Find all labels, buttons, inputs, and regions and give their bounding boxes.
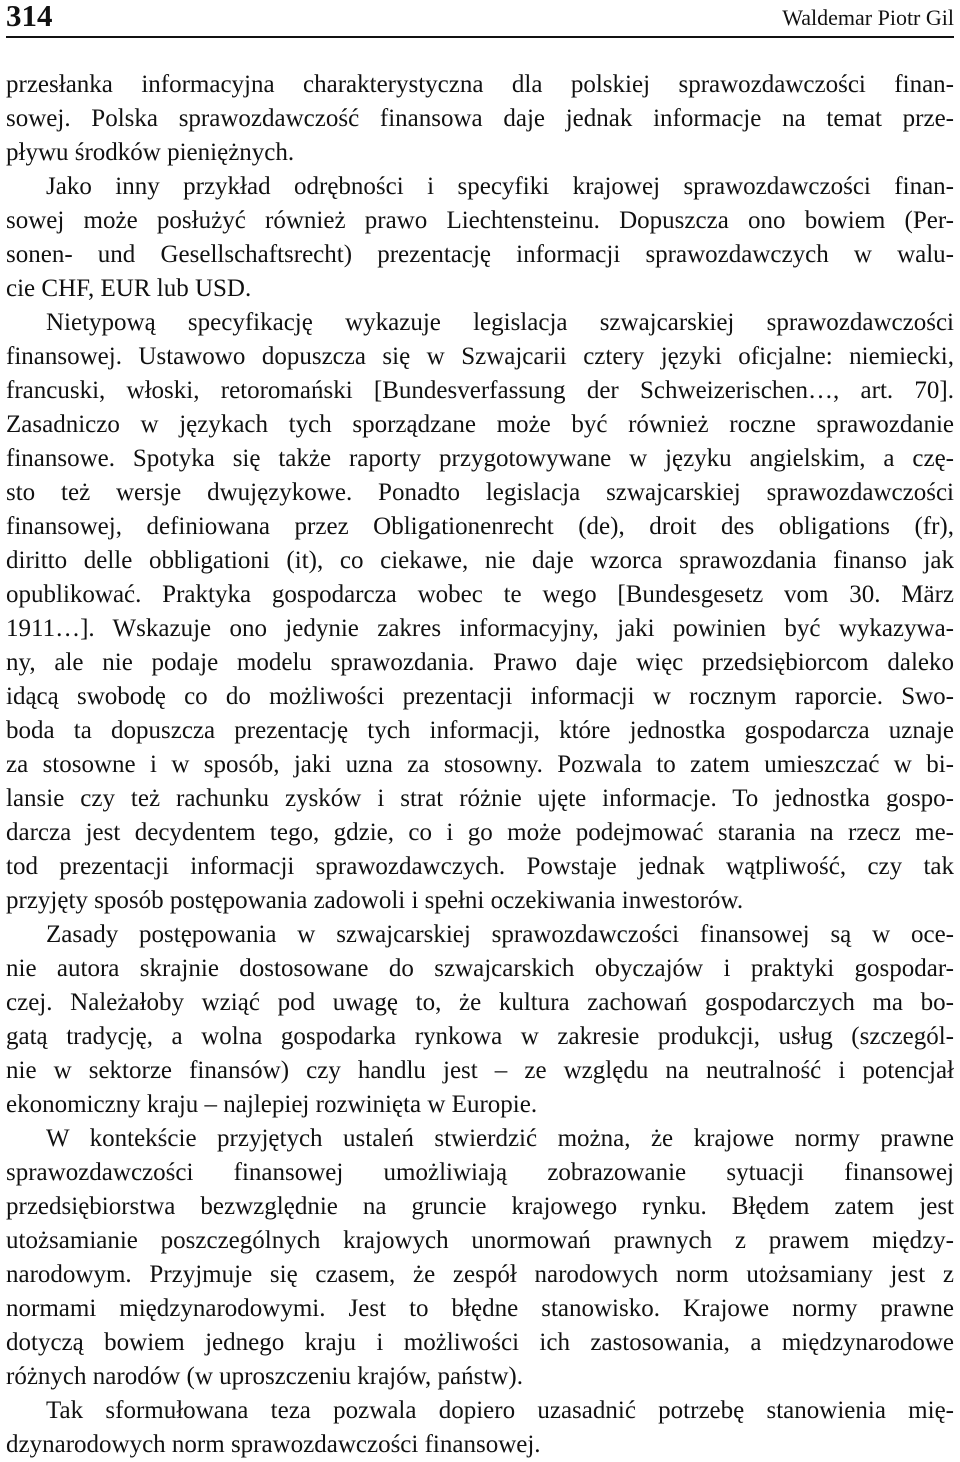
text-line: za stosowne i w sposób, jaki uzna za stosowny. Pozwala to zatem umieszczać w bi- [6,751,954,778]
text-line: normami międzynarodowymi. Jest to błędne stanowisko. Krajowe normy prawne [6,1295,954,1322]
text-line: cie CHF, EUR lub USD. [6,275,252,302]
text-line: Zasadniczo w językach tych sporządzane może być również roczne sprawozdanie [6,411,954,438]
text-line: darcza jest decydentem tego, gdzie, co i go może podejmować starania na rzecz me- [6,819,954,846]
text-line: boda ta dopuszcza prezentację tych informacji, które jednostka gospodarcza uznaje [6,717,954,744]
text-line: ny, ale nie podaje modelu sprawozdania. Prawo daje więc przedsiębiorcom daleko [6,649,954,676]
paragraph [6,918,954,1122]
page-header [6,0,954,38]
text-line: nie w sektorze finansów) czy handlu jest – ze względu na neutralność i potencjał [6,1057,954,1084]
text-line: sprawozdawczości finansowej umożliwiają zobrazowanie sytuacji finansowej [6,1159,954,1186]
paragraph [6,306,954,918]
text-line: dotyczą bowiem jednego kraju i możliwości ich zastosowania, a międzynarodowe [6,1329,954,1356]
paragraph [6,170,954,306]
text-line: opublikować. Praktyka gospodarcza wobec te wego [Bundesgesetz vom 30. März [6,581,954,608]
text-line: gatą tradycję, a wolna gospodarka rynkowa w zakresie produkcji, usług (szczegól- [6,1023,954,1050]
text-line: ekonomiczny kraju – najlepiej rozwinięta w Europie. [6,1091,538,1118]
text-line: różnych narodów (w uproszczeniu krajów, państw). [6,1363,523,1390]
text-line: utożsamianie poszczególnych krajowych unormowań prawnych z prawem między- [6,1227,954,1254]
text-line: sowej może posłużyć również prawo Liechtensteinu. Dopuszcza ono bowiem (Per- [6,207,954,234]
running-head-author: Waldemar Piotr Gil [782,5,954,30]
text-line: lansie czy też rachunku zysków i strat różnie ujęte informacje. To jednostka gospo- [6,785,954,812]
text-line: przedsiębiorstwa bezwzględnie na gruncie krajowego rynku. Błędem zatem jest [6,1193,954,1220]
text-line: 1911…]. Wskazuje ono jedynie zakres informacyjny, jaki powinien być wykazywa- [6,615,954,642]
text-line: finansowej, definiowana przez Obligationenrecht (de), droit des obligations (fr), [6,513,954,540]
text-line: Jako inny przykład odrębności i specyfiki krajowej sprawozdawczości finan- [46,173,954,200]
text-line: Nietypową specyfikację wykazuje legislacja szwajcarskiej sprawozdawczości [46,309,954,336]
body-text [6,68,954,1462]
text-line: finansowej. Ustawowo dopuszcza się w Szwajcarii cztery języki oficjalne: niemiecki, [6,343,954,370]
text-line: czej. Należałoby wziąć pod uwagę to, że kultura zachowań gospodarczych ma bo- [6,989,954,1016]
text-line: nie autora skrajnie dostosowane do szwajcarskich obyczajów i praktyki gospodar- [6,955,954,982]
text-line: pływu środków pieniężnych. [6,139,295,166]
text-line: sto też wersje dwujęzykowe. Ponadto legislacja szwajcarskiej sprawozdawczości [6,479,954,506]
text-line: Tak sformułowana teza pozwala dopiero uzasadnić potrzebę stanowienia mię- [46,1397,954,1424]
paragraph [6,1122,954,1394]
text-line: przyjęty sposób postępowania zadowoli i spełni oczekiwania inwestorów. [6,887,744,914]
text-line: sonen- und Gesellschaftsrecht) prezentację informacji sprawozdawczych w walu- [6,241,954,268]
text-line: W kontekście przyjętych ustaleń stwierdzić można, że krajowe normy prawne [46,1125,954,1152]
paragraph [6,68,954,170]
text-line: przesłanka informacyjna charakterystyczna dla polskiej sprawozdawczości finan- [6,71,954,98]
text-line: Zasady postępowania w szwajcarskiej sprawozdawczości finansowej są w oce- [46,921,954,948]
text-line: sowej. Polska sprawozdawczość finansowa daje jednak informacje na temat prze- [6,105,954,132]
page-number: 314 [6,0,53,33]
text-line: finansowe. Spotyka się także raporty przygotowywane w języku angielskim, a czę- [6,445,954,472]
text-line: dzynarodowych norm sprawozdawczości finansowej. [6,1431,541,1458]
text-line: narodowym. Przyjmuje się czasem, że zespół narodowych norm utożsamiany jest z [6,1261,954,1288]
text-line: tod prezentacji informacji sprawozdawczych. Powstaje jednak wątpliwość, czy tak [6,853,954,880]
text-line: diritto delle obbligationi (it), co ciekawe, nie daje wzorca sprawozdania finanso jak [6,547,954,574]
paragraph [6,1394,954,1462]
text-line: idącą swobodę co do możliwości prezentacji informacji w rocznym raporcie. Swo- [6,683,954,710]
text-line: francuski, włoski, retoromański [Bundesverfassung der Schweizerischen…, art. 70]. [6,377,954,404]
